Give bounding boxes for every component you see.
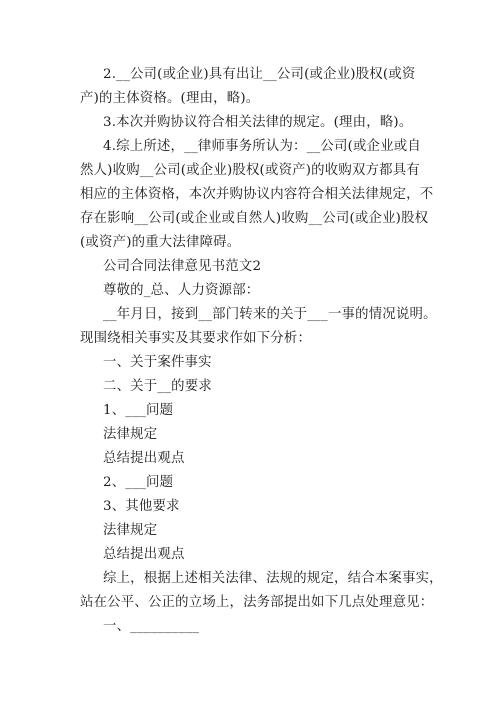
- list-item: 总结提出观点: [103, 547, 185, 562]
- paragraph-line: __年月日，接到__部门转来的关于___一事的情况说明。: [103, 307, 437, 322]
- list-item: 法律规定: [103, 523, 158, 538]
- paragraph-line: 3.本次并购协议符合相关法律的规定。(理由，略)。: [103, 115, 413, 130]
- section-heading: 公司合同法律意见书范文2: [103, 259, 262, 274]
- list-item: 法律规定: [103, 427, 158, 442]
- paragraph-line: 相应的主体资格，本次并购协议内容符合相关法律规定，不: [80, 187, 434, 202]
- list-item: 二、关于__的要求: [103, 379, 212, 394]
- paragraph-line: (或资产)的重大法律障碍。: [80, 235, 241, 250]
- paragraph-line: 然人)收购__公司(或企业)股权(或资产)的收购双方都具有: [80, 163, 420, 178]
- list-item: 一、__________: [103, 619, 200, 634]
- paragraph-line: 2.__公司(或企业)具有出让__公司(或企业)股权(或资: [103, 67, 416, 82]
- paragraph-line: 产)的主体资格。(理由，略)。: [80, 91, 260, 106]
- list-item: 总结提出观点: [103, 451, 185, 466]
- paragraph-line: 综上，根据上述相关法律、法规的规定，结合本案事实，: [103, 571, 443, 586]
- paragraph-line: 4.综上所述，__律师事务所认为：__公司(或企业或自: [103, 139, 421, 154]
- paragraph-line: 现围绕相关事实及其要求作如下分析：: [80, 331, 312, 346]
- list-item: 3、其他要求: [103, 499, 180, 514]
- list-item: 2、___问题: [103, 475, 174, 490]
- paragraph-line: 站在公平、公正的立场上，法务部提出如下几点处理意见：: [80, 595, 434, 610]
- list-item: 一、关于案件事实: [103, 355, 212, 370]
- paragraph-line: 存在影响__公司(或企业或自然人)收购__公司(或企业)股权: [80, 211, 429, 226]
- salutation: 尊敬的_总、人力资源部：: [103, 283, 260, 298]
- list-item: 1、___问题: [103, 403, 174, 418]
